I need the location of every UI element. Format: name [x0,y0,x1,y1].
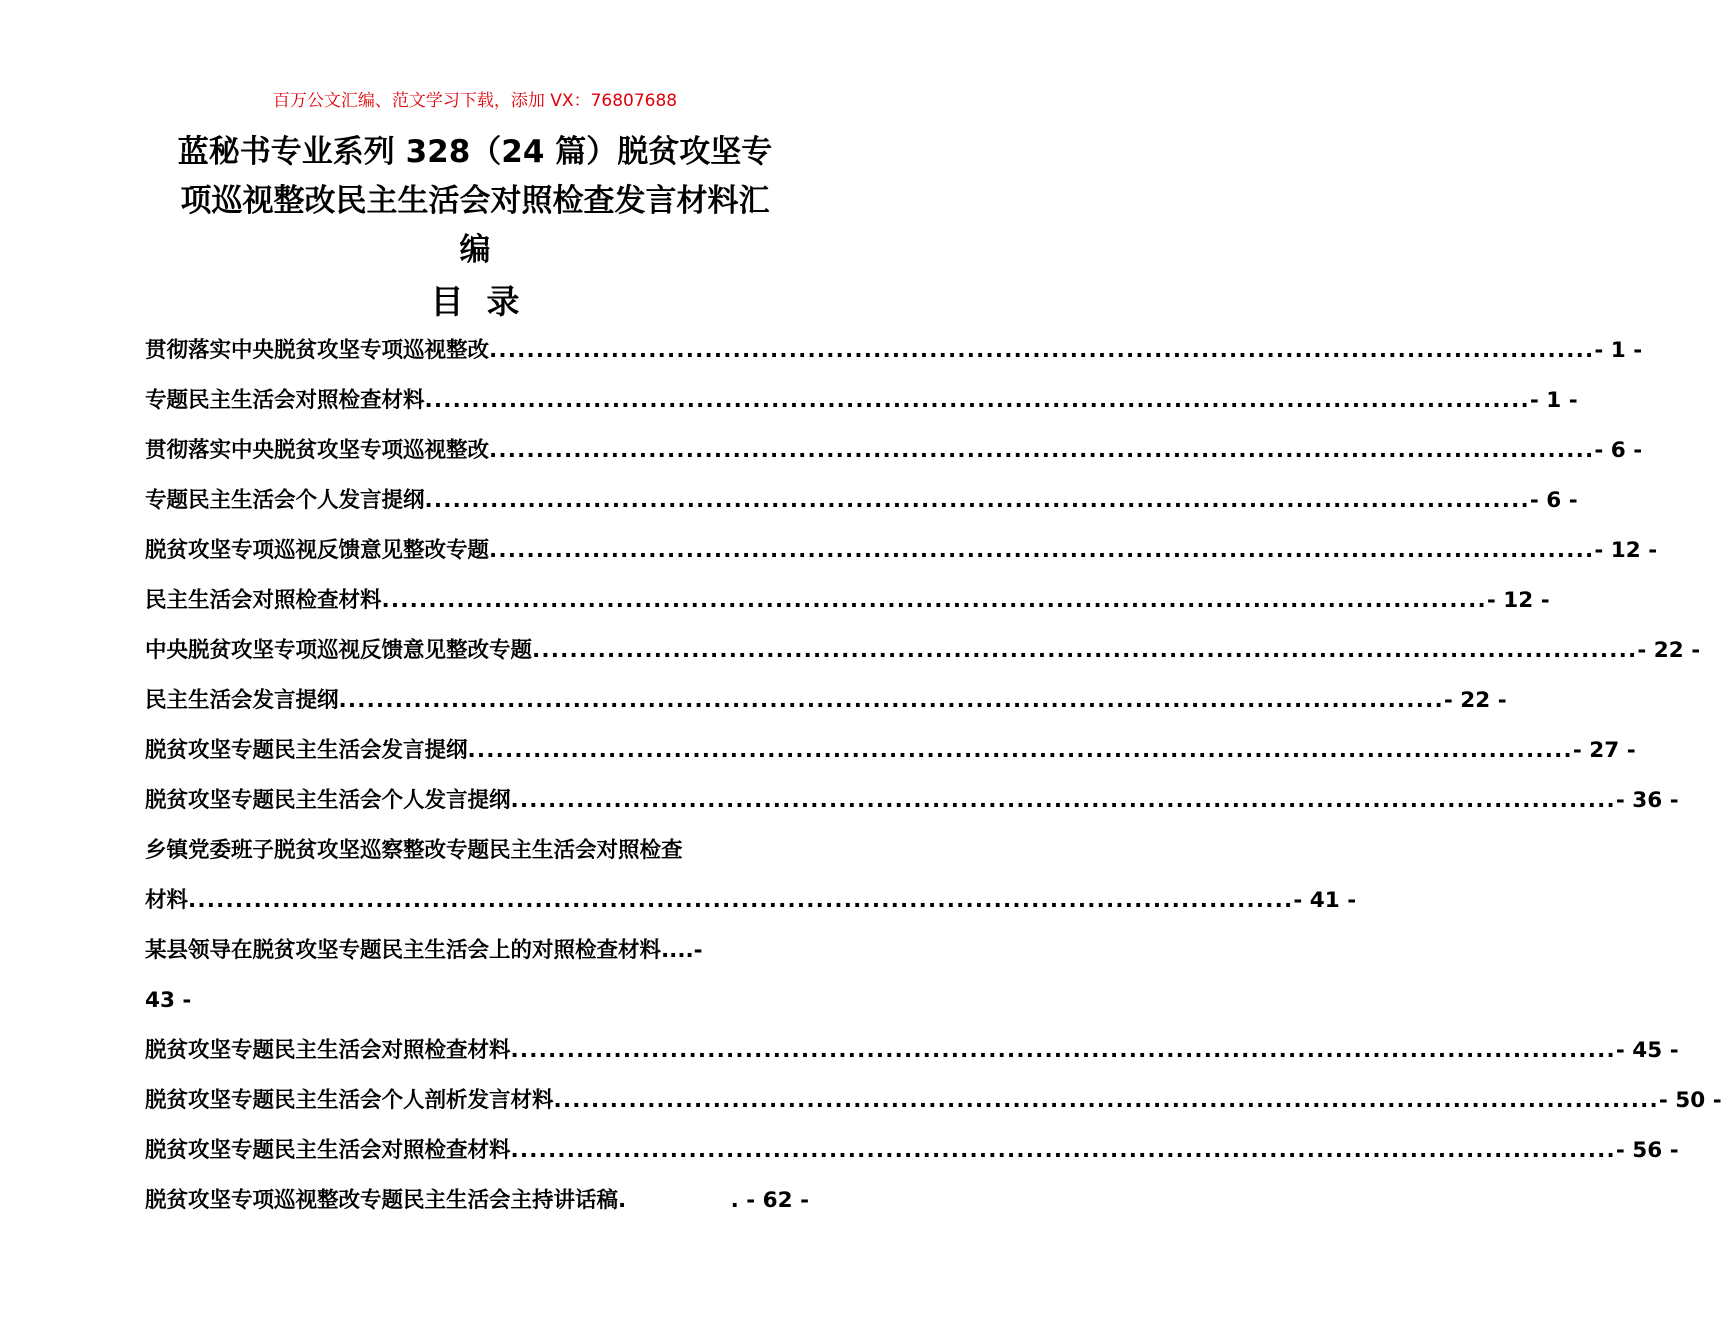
dot-leader: ...................................................................................................................... [510,1038,1616,1063]
toc-entry-page: - 6 - [1594,438,1643,463]
toc-entry-title: 专题民主生活会个人发言提纲 [145,488,425,513]
toc-entry-title: 中央脱贫攻坚专项巡视反馈意见整改专题 [145,638,533,663]
toc-entry-title: 脱贫攻坚专题民主生活会个人发言提纲 [145,788,511,813]
toc-entry-title: 贯彻落实中央脱贫攻坚专项巡视整改 [145,338,490,363]
toc-entry-page: - 22 - [1637,638,1701,663]
toc-entry[interactable] [145,776,1679,826]
toc-entry-title-line: 乡镇党委班子脱贫攻坚巡察整改专题民主生活会对照检查 [145,838,683,863]
dot-leader: ...................................................................................................................... [489,338,1595,363]
toc-entry[interactable] [145,676,1507,726]
toc-entry-page: - 36 - [1615,788,1679,813]
dot-leader: ...................................................................................................................... [553,1088,1659,1113]
toc-entry-title: 民主生活会对照检查材料 [145,588,382,613]
dot-leader: ...................................................................................................................... [467,738,1573,763]
title-line-2: 项巡视整改民主生活会对照检查发言材料汇 [180,183,770,219]
toc-entry-title: 专题民主生活会对照检查材料 [145,388,425,413]
toc-entry-page: - 12 - [1486,588,1550,613]
dot-leader: ...................................................................................................................... [532,638,1638,663]
title-line-3: 编 [459,232,491,268]
toc-entry-wrapped[interactable] [145,826,1357,926]
toc-entry[interactable] [145,1126,1679,1176]
toc-entry-title: 民主生活会发言提纲 [145,688,339,713]
toc-entry[interactable] [145,1076,1722,1126]
toc-entry-page-line: 43 - [145,988,192,1013]
dot-leader: ...................................................................................................................... [338,688,1444,713]
toc-entry-title: 脱贫攻坚专项巡视反馈意见整改专题 [145,538,490,563]
dot-leader: ...................................................................................................................... [381,588,1487,613]
toc-entry-title: 脱贫攻坚专题民主生活会发言提纲 [145,738,468,763]
toc-entry[interactable] [145,576,1550,626]
toc-entry-title: 材料 [145,888,189,913]
toc-entry-page: . - 62 - [730,1188,809,1213]
toc-entry[interactable] [145,326,1643,376]
toc-entry[interactable] [145,426,1643,476]
toc-entry-page: - 6 - [1529,488,1578,513]
header-note: 百万公文汇编、范文学习下载，添加 VX：76807688 [272,91,678,111]
dot-leader: ...................................................................................................................... [489,438,1595,463]
toc-entry-page: - 12 - [1594,538,1658,563]
toc-entry[interactable] [145,1026,1679,1076]
toc-entry-page: - 1 - [1594,338,1643,363]
document-title [130,128,820,275]
toc-entry-page: - 27 - [1572,738,1636,763]
toc-entry[interactable] [145,626,1701,676]
toc-entry-page: - 1 - [1529,388,1578,413]
dot-leader: ...................................................................................................................... [424,388,1530,413]
toc-entry[interactable] [145,376,1578,426]
toc-entry-page: - 50 - [1658,1088,1722,1113]
toc-entry-title: 脱贫攻坚专题民主生活会对照检查材料 [145,1038,511,1063]
toc-entry[interactable] [145,726,1636,776]
toc-entry-continuation [145,876,1357,926]
toc-entry-page: - 41 - [1293,888,1357,913]
dot-leader: ...................................................................................................................... [489,538,1595,563]
toc-entry-page: - 45 - [1615,1038,1679,1063]
toc-entry-title: 贯彻落实中央脱贫攻坚专项巡视整改 [145,438,490,463]
dot-leader: ...................................................................................................................... [510,788,1616,813]
dot-leader: ...................................................................................................................... [510,1138,1616,1163]
toc-entry-title: 脱贫攻坚专项巡视整改专题民主生活会主持讲话稿. [145,1188,627,1213]
toc-entry[interactable] [145,476,1578,526]
toc-heading: 目 录 [430,282,520,321]
toc-entry-title-line: 某县领导在脱贫攻坚专题民主生活会上的对照检查材料....- [145,938,703,963]
toc-entry-title: 脱贫攻坚专题民主生活会个人剖析发言材料 [145,1088,554,1113]
toc-entry-title: 脱贫攻坚专题民主生活会对照检查材料 [145,1138,511,1163]
table-of-contents [145,326,1722,1226]
dot-leader: ...................................................................................................................... [424,488,1530,513]
toc-entry-page: - 22 - [1443,688,1507,713]
toc-entry-page: - 56 - [1615,1138,1679,1163]
dot-leader: ...................................................................................................................... [188,888,1294,913]
toc-entry[interactable] [145,1176,809,1226]
toc-entry-wrapped[interactable] [145,926,809,1026]
toc-entry[interactable] [145,526,1658,576]
title-line-1: 蓝秘书专业系列 328（24 篇）脱贫攻坚专 [177,134,773,170]
